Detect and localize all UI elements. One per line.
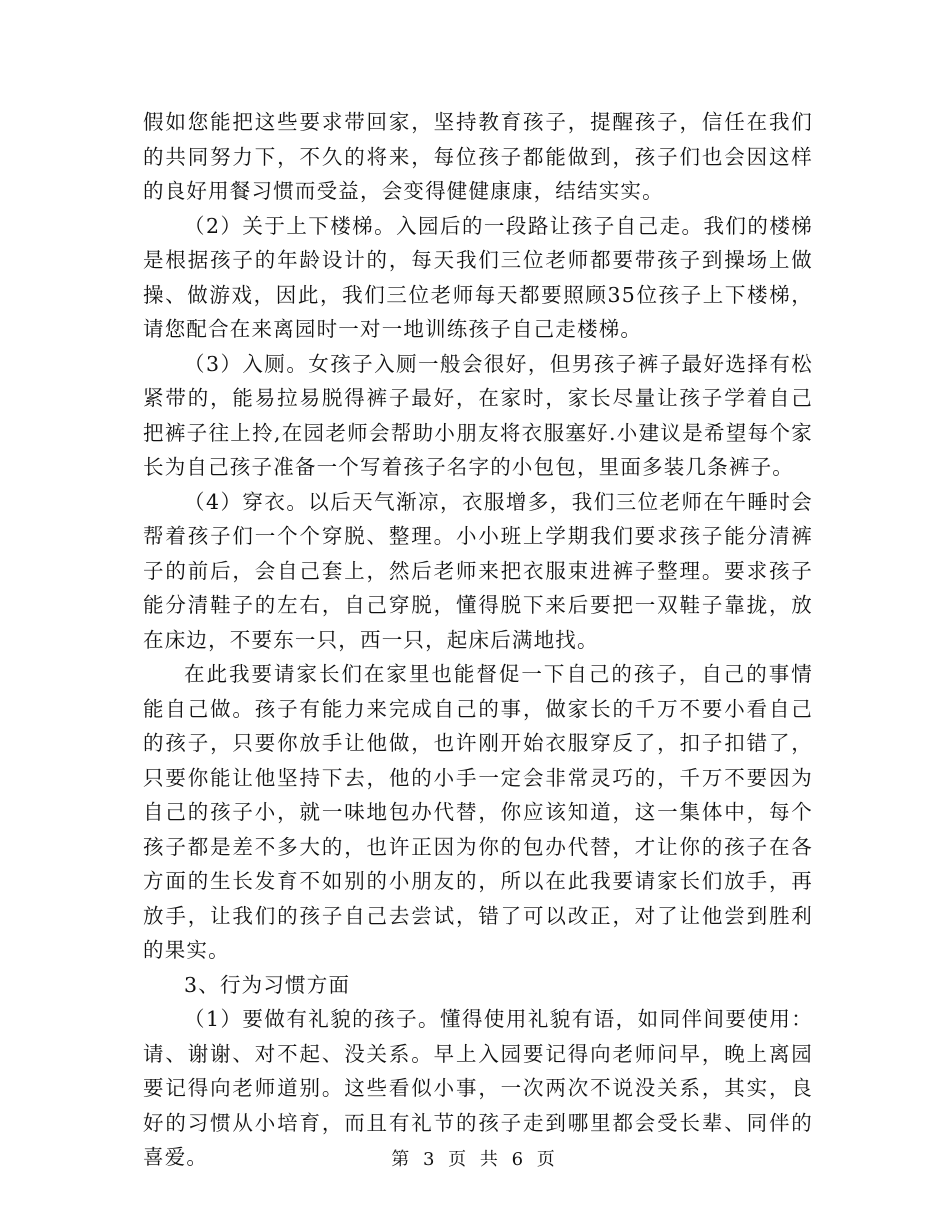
section-heading: 3、行为习惯方面: [184, 972, 351, 997]
footer-prefix: 第: [391, 1149, 414, 1170]
footer-middle: 页 共: [448, 1149, 502, 1170]
paragraph-4: （4）穿衣。以后天气渐凉，衣服增多，我们三位老师在午睡时会帮着孩子们一个个穿脱、整理。小小班上学期我们要求孩子能分清裤子的前后，会自己套上，然后老师来把衣服束进裤子整理。要求孩子能分清鞋子的左右，自己穿脱，懂得脱下来后要把一双鞋子靠拢，放在床边，不要东一只，西一只，起床后满地找。: [143, 489, 813, 652]
footer-current-page: 3: [422, 1149, 439, 1170]
paragraph-2: （2）关于上下楼梯。入园后的一段路让孩子自己走。我们的楼梯是根据孩子的年龄设计的，每天我们三位老师都要带孩子到操场上做操、做游戏，因此，我们三位老师每天都要照顾35位孩子上下楼梯，请您配合在来离园时一对一地训练孩子自己走楼梯。: [143, 213, 813, 341]
paragraph-1: 假如您能把这些要求带回家，坚持教育孩子，提醒孩子，信任在我们的共同努力下，不久的将来，每位孩子都能做到，孩子们也会因这样的良好用餐习惯而受益，会变得健健康康，结结实实。: [143, 110, 813, 203]
paragraph-3: （3）入厕。女孩子入厕一般会很好，但男孩子裤子最好选择有松紧带的，能易拉易脱得裤子最好，在家时，家长尽量让孩子学着自己把裤子往上拎,在园老师会帮助小朋友将衣服塞好.小建议是希望每个家长为自己孩子准备一个写着孩子名字的小包包，里面多装几条裤子。: [143, 351, 813, 479]
footer-total-pages: 6: [511, 1149, 528, 1170]
footer-suffix: 页: [536, 1149, 559, 1170]
page-footer: [0, 1145, 950, 1171]
paragraph-5: 在此我要请家长们在家里也能督促一下自己的孩子，自己的事情能自己做。孩子有能力来完成自己的事，做家长的千万不要小看自己的孩子，只要你放手让他做，也许刚开始衣服穿反了，扣子扣错了，只要你能让他坚持下去，他的小手一定会非常灵巧的，千万不要因为自己的孩子小，就一味地包办代替，你应该知道，这一集体中，每个孩子都是差不多大的，也许正因为你的包办代替，才让你的孩子在各方面的生长发育不如别的小朋友的，所以在此我要请家长们放手，再放手，让我们的孩子自己去尝试，错了可以改正，对了让他尝到胜利的果实。: [143, 662, 813, 962]
document-body: [143, 105, 813, 1175]
paragraph-6: （1）要做有礼貌的孩子。懂得使用礼貌有语，如同伴间要使用：请、谢谢、对不起、没关系。早上入园要记得向老师问早，晚上离园要记得向老师道别。这些看似小事，一次两次不说没关系，其实，良好的习惯从小培育，而且有礼节的孩子走到哪里都会受长辈、同伴的喜爱。: [143, 1007, 813, 1169]
